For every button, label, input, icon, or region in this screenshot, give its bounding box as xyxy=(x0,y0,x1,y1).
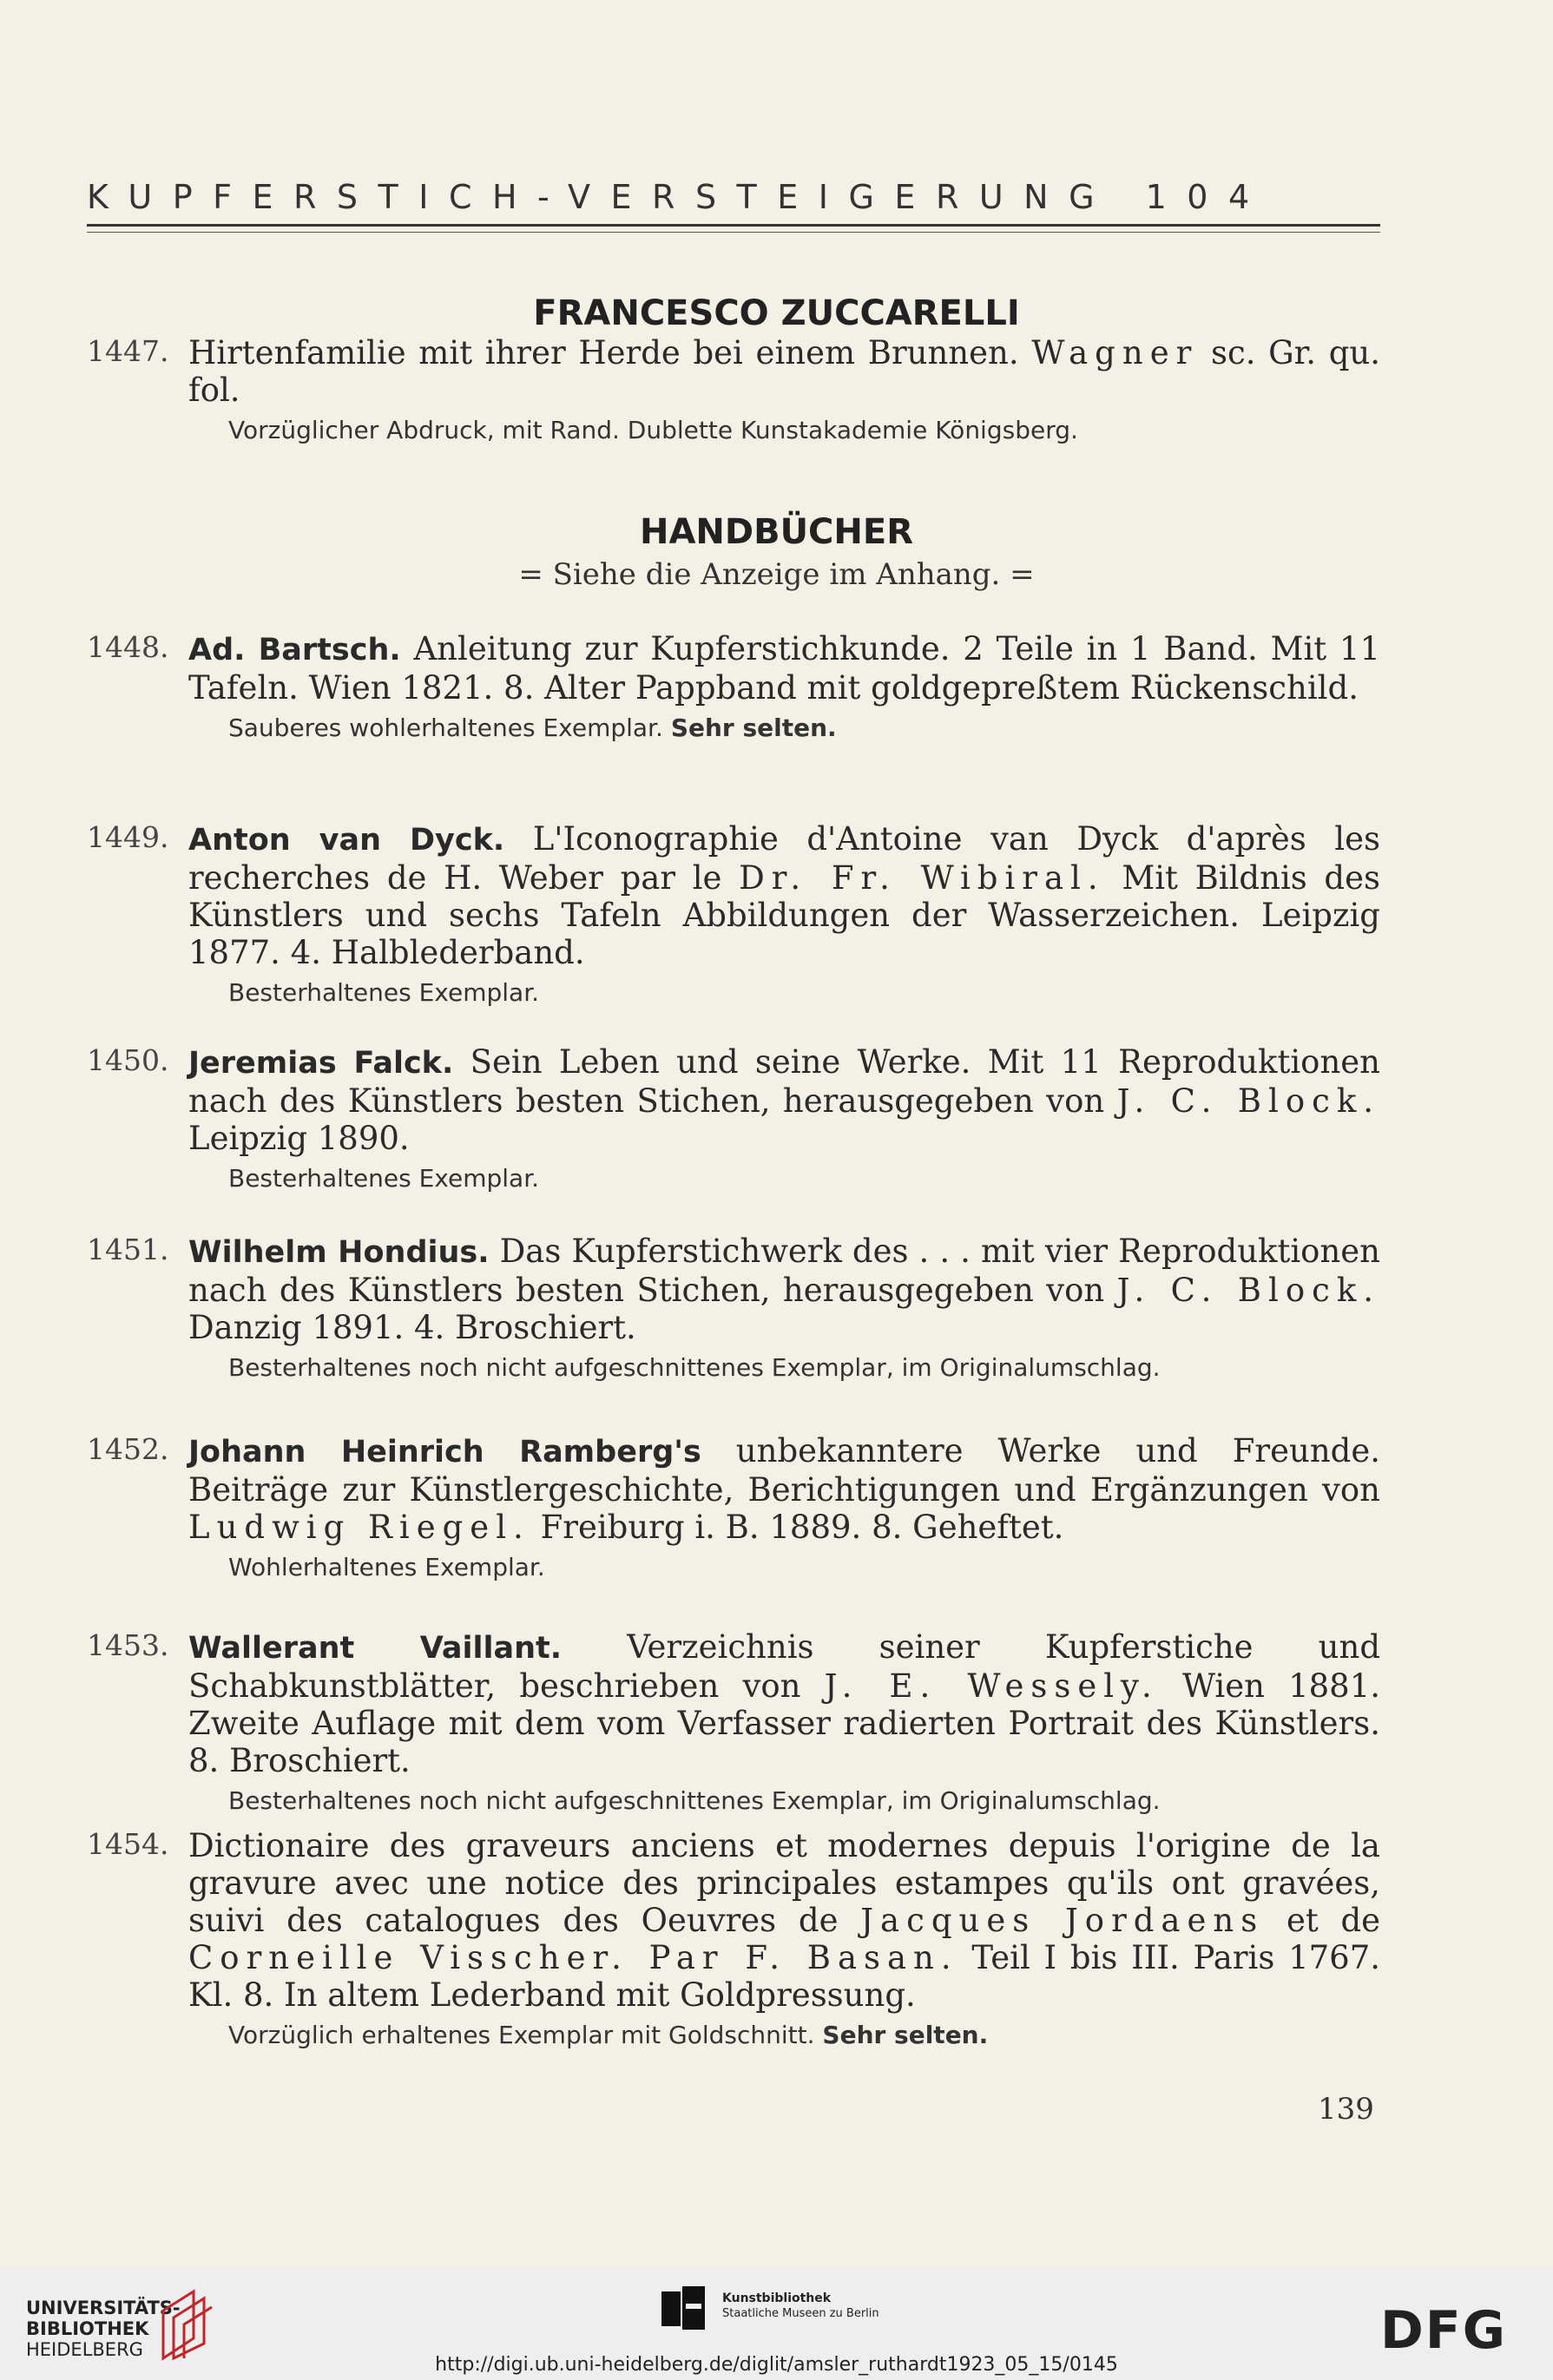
footer-bar xyxy=(0,2267,1553,2380)
catalog-entry-1450 xyxy=(87,1043,1380,1193)
entry-condition-note: Besterhaltenes Exemplar. xyxy=(228,978,540,1007)
entry-author: Wallerant Vaillant. xyxy=(188,1631,563,1666)
entry-details: Danzig 1891. 4. Broschiert. xyxy=(188,1309,636,1346)
header-rule-thin xyxy=(87,232,1380,233)
entry-editor: J. E. Wessely. xyxy=(824,1667,1159,1705)
catalog-entry-1449 xyxy=(87,820,1380,1007)
entry-number: 1448. xyxy=(87,630,169,664)
entry-condition-note: Besterhaltenes noch nicht aufgeschnittenes Exemplar, im Originalumschlag. xyxy=(228,1353,1161,1382)
running-title: KUPFERSTICH-VERSTEIGERUNG 104 xyxy=(87,178,1270,216)
entry-details: Mit Bildnis des Künstlers und sechs Tafeln Abbildungen der Wasserzeichen. Leipzig 1877. 4. Halblederband. xyxy=(188,859,1380,971)
entry-number: 1447. xyxy=(87,334,169,368)
entry-subject-1: Jacques Jordaens xyxy=(860,1902,1265,1939)
entry-engraver: Wagner xyxy=(1031,334,1199,371)
entry-description: Verzeichnis seiner Kupferstiche und Schabkunstblätter, beschrieben von xyxy=(188,1628,1381,1705)
entry-condition-note: Wohlerhaltenes Exemplar. xyxy=(228,1553,545,1581)
entry-text xyxy=(188,1827,1380,2014)
entry-author: Jeremias Falck. xyxy=(188,1046,454,1081)
entry-text xyxy=(188,1628,1380,1779)
entry-condition-note: Besterhaltenes noch nicht aufgeschnittenes Exemplar, im Originalumschlag. xyxy=(228,1786,1161,1815)
entry-description: Hirtenfamilie mit ihrer Herde bei einem Brunnen. xyxy=(188,334,1019,371)
rarity-label: Sehr selten. xyxy=(670,713,837,742)
entry-number: 1454. xyxy=(87,1827,169,1861)
entry-number: 1451. xyxy=(87,1233,169,1266)
entry-number: 1449. xyxy=(87,820,169,854)
catalog-entry-1447 xyxy=(87,334,1380,444)
entry-condition-note xyxy=(228,2021,1380,2049)
entry-details: Teil I bis III. Paris 1767. Kl. 8. In altem Lederband mit Goldpressung. xyxy=(188,1939,1380,2014)
ub-logo-line: BIBLIOTHEK xyxy=(26,2318,149,2339)
entry-text xyxy=(188,1233,1380,1346)
entry-author: Anton van Dyck. xyxy=(188,823,505,858)
entry-editor: Ludwig Riegel. xyxy=(188,1509,530,1546)
section-heading-zuccarelli: FRANCESCO ZUCCARELLI xyxy=(533,293,1020,333)
header-rule xyxy=(87,224,1380,227)
entry-details: Wien 1881. Zweite Auflage mit dem vom Verfasser radierten Portrait des Künstlers. 8. Broschiert. xyxy=(188,1667,1381,1779)
catalog-entry-1453 xyxy=(87,1628,1380,1815)
note-text: Vorzüglich erhaltenes Exemplar mit Goldschnitt. xyxy=(228,2021,815,2049)
entry-editor: Dr. Fr. Wibiral. xyxy=(739,859,1105,897)
catalog-entry-1454 xyxy=(87,1827,1380,2049)
entry-text xyxy=(188,1043,1380,1157)
entry-number: 1453. xyxy=(87,1628,169,1662)
permalink-url[interactable]: http://digi.ub.uni-heidelberg.de/diglit/amsler_ruthardt1923_05_15/0145 xyxy=(435,2354,1118,2376)
entry-description: Das Kupferstichwerk des . . . mit vier Reproduktionen nach des Künstlers besten Stichen, herausgegeben von xyxy=(188,1233,1381,1309)
ub-logo-line: UNIVERSITÄTS- xyxy=(26,2298,181,2318)
section-note-handbuecher: = Siehe die Anzeige im Anhang. = xyxy=(518,557,1035,592)
dfg-logo[interactable]: DFG xyxy=(1380,2300,1508,2361)
catalog-entry-1448 xyxy=(87,630,1380,742)
catalog-entry-1452 xyxy=(87,1432,1380,1581)
rarity-label: Sehr selten. xyxy=(822,2021,989,2049)
entry-description: Sein Leben und seine Werke. Mit 11 Reproduktionen nach des Künstlers besten Stichen, herausgegeben von xyxy=(188,1043,1380,1120)
entry-details: Freiburg i. B. 1889. 8. Geheftet. xyxy=(540,1509,1064,1546)
entry-description: Anleitung zur Kupferstichkunde. 2 Teile in 1 Band. Mit 11 Tafeln. Wien 1821. 8. Alter Pappband mit goldgepreßtem Rückenschild. xyxy=(188,630,1380,707)
entry-number: 1450. xyxy=(87,1043,169,1077)
section-heading-handbuecher: HANDBÜCHER xyxy=(639,512,914,552)
note-text: Sauberes wohlerhaltenes Exemplar. xyxy=(228,713,663,742)
entry-text xyxy=(188,1432,1380,1546)
entry-text xyxy=(188,334,1380,409)
kunstbibliothek-label[interactable] xyxy=(722,2291,879,2322)
catalog-entry-1451 xyxy=(87,1233,1380,1382)
kb-subtitle: Staatliche Museen zu Berlin xyxy=(722,2307,879,2320)
entry-subject-2: Corneille Visscher. Par F. Basan. xyxy=(188,1939,958,1976)
page-number: 139 xyxy=(1318,2092,1374,2127)
entry-condition-note: Vorzüglicher Abdruck, mit Rand. Dublette Kunstakademie Königsberg. xyxy=(228,416,1078,444)
ub-logo-line: HEIDELBERG xyxy=(26,2339,143,2360)
entry-description: L'Iconographie d'Antoine van Dyck d'après les recherches de H. Weber par le xyxy=(188,820,1381,897)
entry-text xyxy=(188,820,1380,971)
entry-number: 1452. xyxy=(87,1432,169,1466)
entry-format: sc. Gr. qu. fol. xyxy=(188,334,1381,409)
entry-details: Leipzig 1890. xyxy=(188,1120,410,1157)
entry-author: Johann Heinrich Ramberg's xyxy=(188,1435,701,1469)
entry-editor: J. C. Block. xyxy=(1116,1272,1381,1309)
kb-name: Kunstbibliothek xyxy=(722,2291,832,2305)
entry-author: Wilhelm Hondius. xyxy=(188,1235,490,1270)
entry-description: Dictionaire des graveurs anciens et modernes depuis l'origine de la gravure avec une notice des principales estampes qu'ils ont gravées, suivi des catalogues des Oeuvres de xyxy=(188,1827,1380,1939)
entry-author: Ad. Bartsch. xyxy=(188,633,401,667)
ub-logo-icon xyxy=(155,2285,215,2363)
entry-editor: J. C. Block. xyxy=(1116,1082,1381,1120)
entry-description: unbekanntere Werke und Freunde. Beiträge zur Künstlergeschichte, Berichtigungen und Ergänzungen von xyxy=(188,1432,1380,1509)
entry-condition-note: Besterhaltenes Exemplar. xyxy=(228,1164,540,1193)
entry-conjunction: et de xyxy=(1286,1902,1381,1939)
entry-text xyxy=(188,630,1380,707)
entry-condition-note xyxy=(228,713,1380,742)
kunstbibliothek-logo-icon xyxy=(661,2286,705,2330)
